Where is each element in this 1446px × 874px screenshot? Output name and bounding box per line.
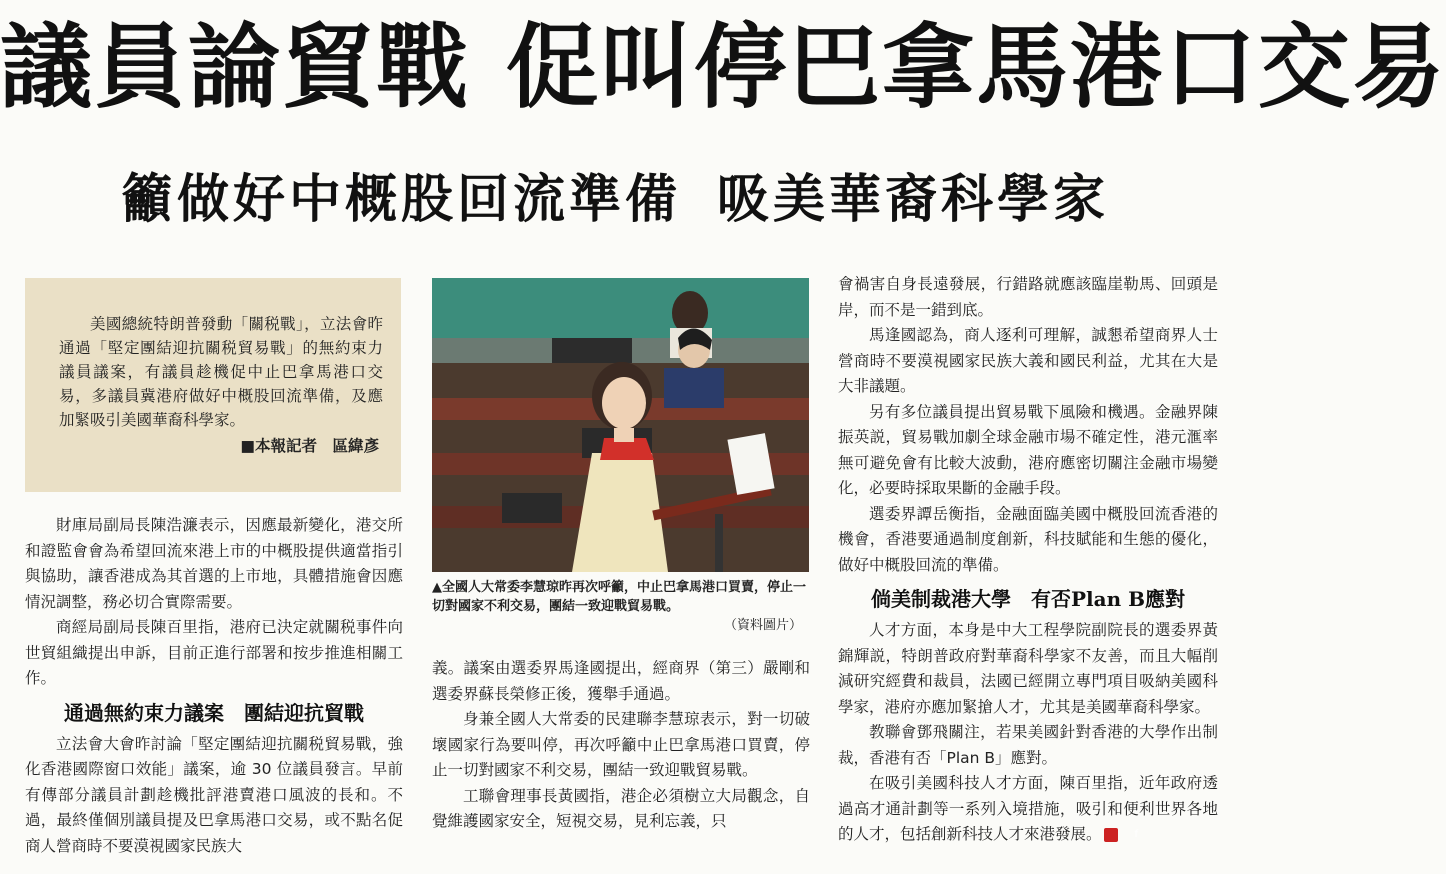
col3-last-text: 在吸引美國科技人才方面，陳百里指，近年政府透過高才通計劃等一系列入境措施，吸引和便利世界各地的人才，包括創新科技人才來港發展。: [838, 774, 1218, 843]
col3-paragraph: 會禍害自身長遠發展，行錯路就應該臨崖勒馬、回頭是岸，而不是一錯到底。: [838, 275, 1218, 319]
subhead-part2: 吸美華裔科學家: [717, 169, 1110, 230]
headline-part2: 促叫停巴拿馬港口交易: [506, 14, 1446, 121]
column-3: [838, 272, 1218, 848]
col1-paragraph: 商經局副局長陳百里指，港府已決定就關税事件向世貿組織提出申訴，目前正進行部署和按步推進相關工作。: [25, 618, 403, 687]
news-photo: [432, 278, 809, 572]
col2-paragraph: 工聯會理事長黃國指，港企必須樹立大局觀念，自覺維護國家安全，短視交易，見利忘義，只: [432, 786, 810, 830]
headline-part1: 議員論貿戰: [0, 14, 471, 121]
col3-paragraph: 人才方面，本身是中大工程學院副院長的選委界黃錦輝説，特朗普政府對華裔科學家不友善，而且大幅削減研究經費和裁員，法國已經開立專門項目吸納美國科學家，港府亦應加緊搶人才，尤其是美國華裔科學家。: [838, 621, 1218, 716]
section-title: 通過無約束力議案 團結迎抗貿戰: [64, 700, 364, 725]
photo-credit: （資料圖片）: [723, 618, 802, 633]
col2-paragraph: 身兼全國人大常委的民建聯李慧琼表示，對一切破壞國家行為要叫停，再次呼籲中止巴拿馬港口買賣，停止一切對國家不利交易，團結一致迎戰貿易戰。: [432, 710, 810, 779]
photo-caption-box: [432, 578, 810, 635]
col3-paragraph: 另有多位議員提出貿易戰下風險和機遇。金融界陳振英説，貿易戰加劇全球金融市場不確定性，港元滙率無可避免會有比較大波動，港府應密切關注金融市場變化，必要時採取果斷的金融手段。: [838, 402, 1218, 497]
col1-paragraph: 財庫局副局長陳浩濂表示，因應最新變化，港交所和證監會會為希望回流來港上市的中概股提供適當指引與協助，讓香港成為其首選的上市地，具體措施會因應情況調整，務必切合實際需要。: [25, 516, 403, 611]
col3-paragraph: 馬逢國認為，商人逐利可理解，誠懇希望商界人士營商時不要漠視國家民族大義和國民利益，尤其在大是大非議題。: [838, 326, 1218, 395]
column-2: [432, 656, 810, 835]
section-title: 倘美制裁港大學 有否Plan B應對: [870, 587, 1185, 611]
byline: ■本報記者 區緯彥: [240, 437, 379, 455]
col1-paragraph: 立法會大會昨討論「堅定團結迎抗關税貿易戰，強化香港國際窗口效能」議案，逾 30 位議員發言。早前有傳部分議員計劃趁機批評港賣港口風波的長和。不過，最終僅個別議員提及巴拿馬港口交易，或不點名促商人營商時不要漠視國家民族大: [25, 734, 403, 855]
column-1: [25, 513, 403, 859]
col3-paragraph: 教聯會鄧飛關注，若果美國針對香港的大學作出制裁，香港有否「Plan B」應對。: [838, 723, 1218, 767]
col3-paragraph: 選委界譚岳衡指，金融面臨美國中概股回流香港的機會，香港要通過制度創新，科技賦能和生態的優化，做好中概股回流的準備。: [838, 504, 1218, 574]
col2-paragraph: 義。議案由選委界馬逢國提出，經商界（第三）嚴剛和選委界蘇長榮修正後，獲舉手通過。: [432, 659, 810, 703]
photo-caption: ▲全國人大常委李慧琼昨再次呼籲，中止巴拿馬港口買賣，停止一切對國家不利交易，團結一致迎戰貿易戰。: [432, 580, 806, 614]
headline: [0, 14, 1446, 121]
subheadline: [0, 168, 1230, 232]
intro-box: [25, 278, 401, 492]
col3-paragraph: [838, 771, 1218, 848]
photo-illustration: [432, 278, 809, 572]
subhead-part1: 籲做好中概股回流準備: [120, 169, 681, 230]
end-mark-icon: f: [1104, 828, 1118, 842]
intro-text: 美國總統特朗普發動「關税戰」，立法會昨通過「堅定團結迎抗關税貿易戰」的無約束力議員議案，有議員趁機促中止巴拿馬港口交易，多議員冀港府做好中概股回流準備，及應加緊吸引美國華裔科學家。: [59, 315, 383, 429]
